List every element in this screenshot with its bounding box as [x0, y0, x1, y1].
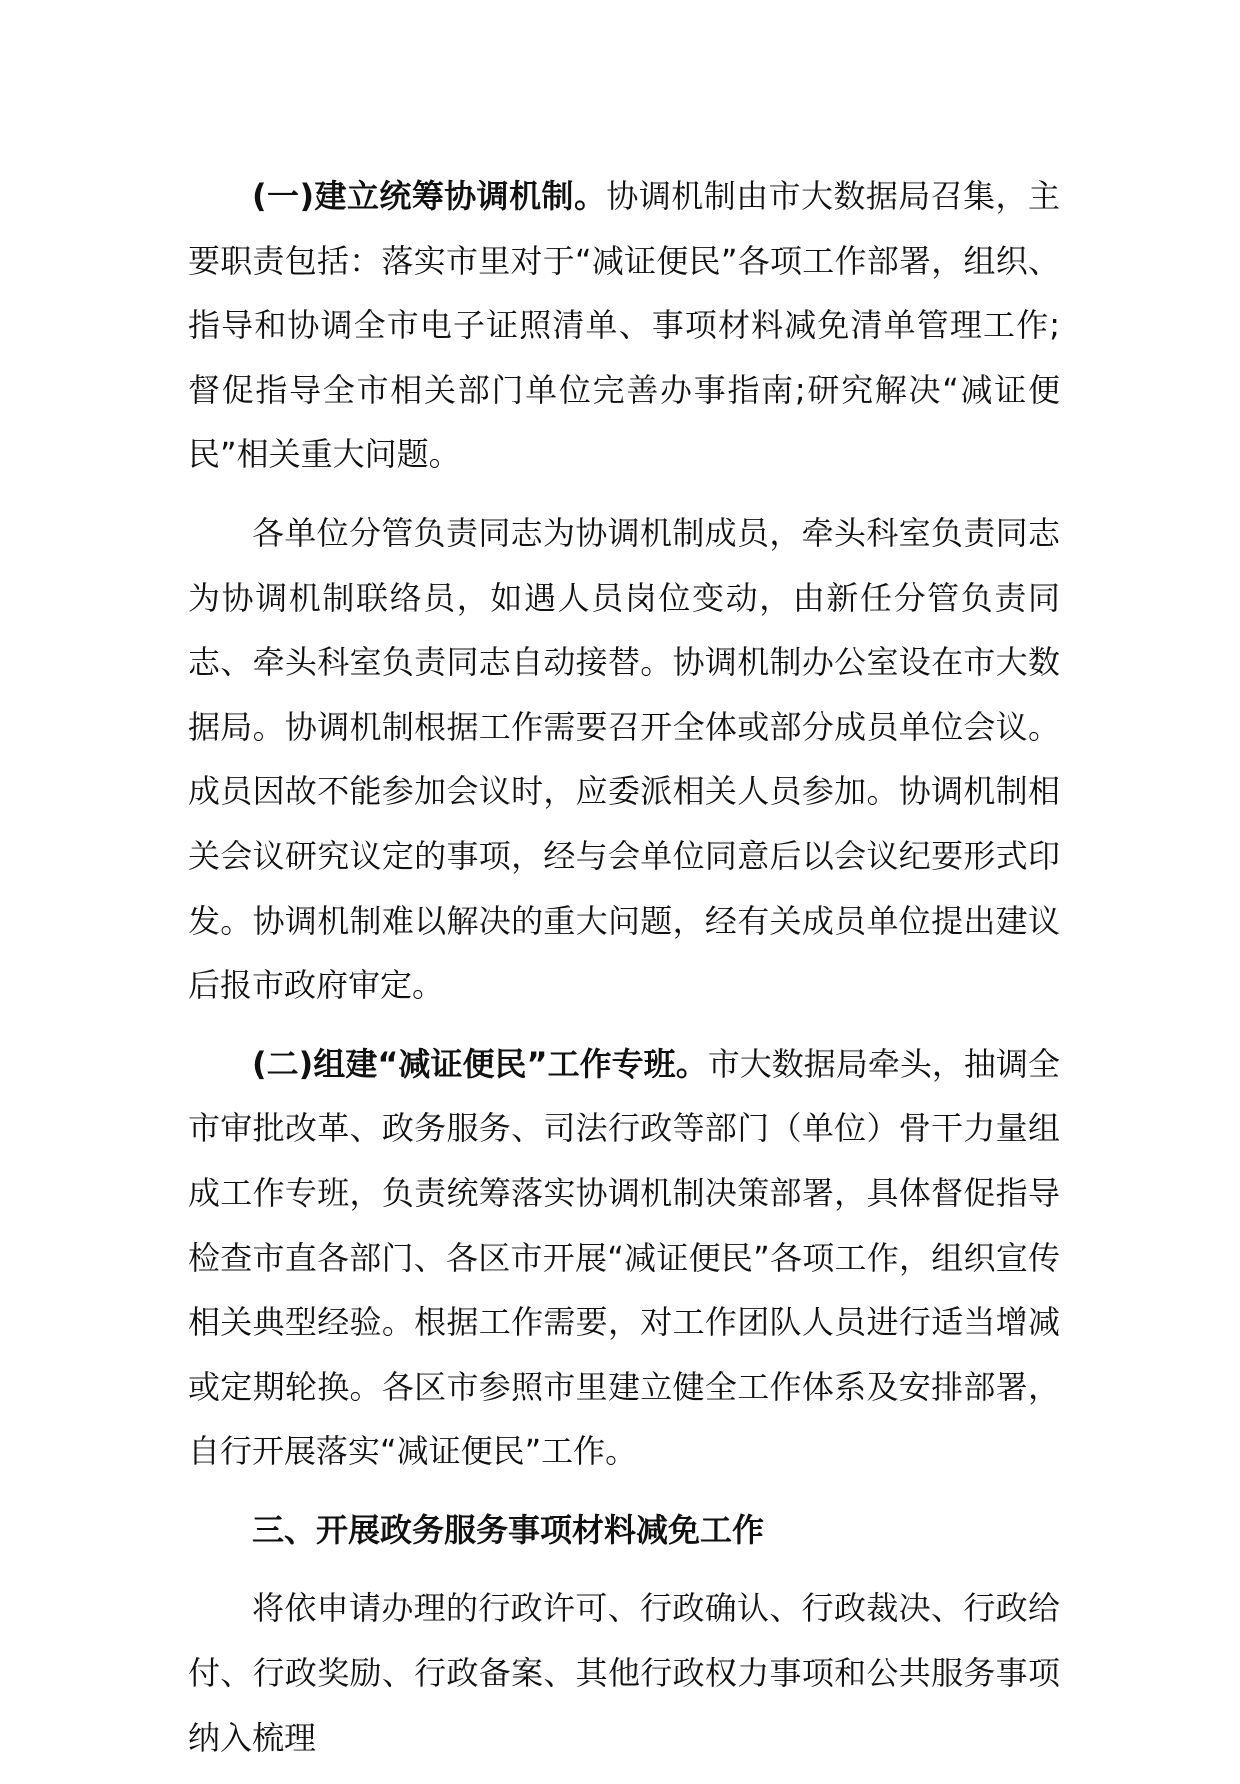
paragraph-working-group: [188, 1032, 1060, 1484]
paragraph-text-2: 各单位分管负责同志为协调机制成员，牵头科室负责同志为协调机制联络员，如遇人员岗位变动，由新任分管负责同志、牵头科室负责同志自动接替。协调机制办公室设在市大数据局。协调机制根据工作需要召开全体或部分成员单位会议。成员因故不能参加会议时，应委派相关人员参加。协调机制相关会议研究议定的事项，经与会单位同意后以会议纪要形式印发。协调机制难以解决的重大问题，经有关成员单位提出建议后报市政府审定。: [188, 513, 1060, 1005]
section-heading-3: 三、开展政务服务事项材料减免工作: [252, 1510, 765, 1549]
paragraph-lead-3: (二)组建“减证便民”工作专班。: [252, 1044, 708, 1083]
paragraph-text-1: 协调机制由市大数据局召集，主要职责包括：落实市里对于“减证便民”各项工作部署，组织、指导和协调全市电子证照清单、事项材料减免清单管理工作;督促指导全市相关部门单位完善办事指南;研究解决“减证便民”相关重大问题。: [188, 177, 1060, 474]
paragraph-text-4: 将依申请办理的行政许可、行政确认、行政裁决、行政给付、行政奖励、行政备案、其他行政权力事项和公共服务事项纳入梳理: [188, 1589, 1060, 1757]
document-body: [188, 164, 1060, 1784]
paragraph-text-3: 市大数据局牵头，抽调全市审批改革、政务服务、司法行政等部门（单位）骨干力量组成工作专班，负责统筹落实协调机制决策部署，具体督促指导检查市直各部门、各区市开展“减证便民”各项工作，组织宣传相关典型经验。根据工作需要，对工作团队人员进行适当增减或定期轮换。各区市参照市里建立健全工作体系及安排部署，自行开展落实“减证便民”工作。: [188, 1044, 1060, 1471]
paragraph-mechanism-members: [188, 501, 1060, 1018]
paragraph-lead-1: (一)建立统筹协调机制。: [252, 177, 607, 215]
paragraph-material-reduction: [188, 1576, 1060, 1770]
paragraph-coordination-mechanism: [188, 164, 1060, 487]
